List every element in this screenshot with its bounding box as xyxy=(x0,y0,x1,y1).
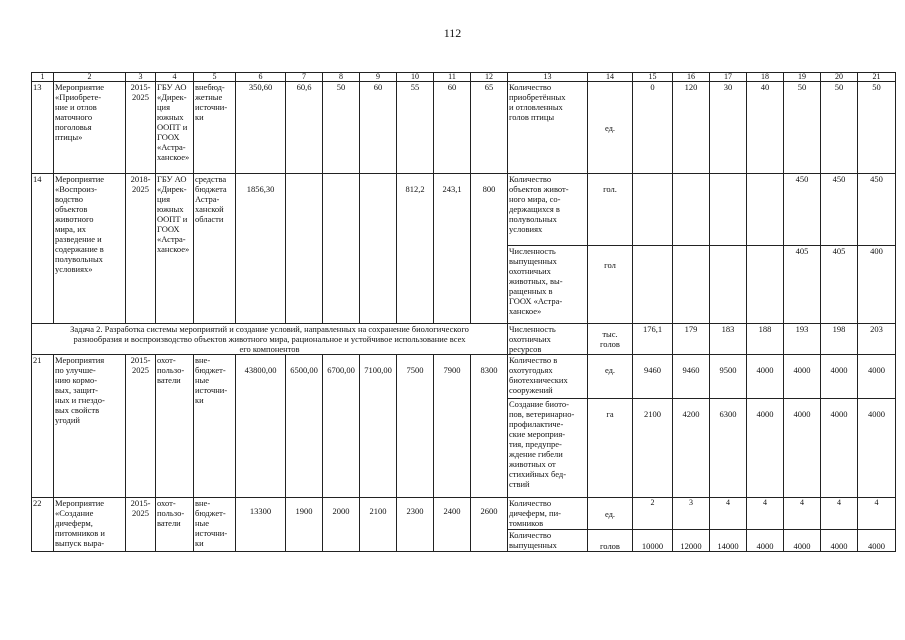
column-header: 19 xyxy=(784,73,821,82)
measure-name: Мероприятия по улучше- нию кормо- вых, защит- ных и гнездо- вых свойств угодий xyxy=(54,355,126,498)
program-table xyxy=(31,72,896,552)
measure-name: Мероприятие «Приобрете- ние и отлов маточного поголовья птицы» xyxy=(54,82,126,174)
indicator-value: 4000 xyxy=(858,530,896,552)
indicator-value: 4000 xyxy=(821,530,858,552)
indicator-name: Количество в охотугодьях биотехнических сооружений xyxy=(508,355,588,399)
indicator-value: 193 xyxy=(784,324,821,355)
indicator-value xyxy=(673,174,710,246)
indicator-value: 50 xyxy=(821,82,858,174)
column-header: 20 xyxy=(821,73,858,82)
indicator-value: 40 xyxy=(747,82,784,174)
indicator-value: 4 xyxy=(858,498,896,530)
executor: ГБУ АО «Дирек- ция южных ООПТ и ГООХ «Астра- ханское» xyxy=(156,174,194,324)
indicator-unit: тыс. голов xyxy=(588,324,633,355)
table-row xyxy=(32,498,896,530)
indicator-value xyxy=(673,246,710,324)
indicator-unit: ед. xyxy=(588,498,633,530)
column-header: 2 xyxy=(54,73,126,82)
indicator-value xyxy=(633,246,673,324)
indicator-value: 203 xyxy=(858,324,896,355)
indicator-value: 14000 xyxy=(710,530,747,552)
task-heading: Задача 2. Разработка системы мероприятий и создание условий, направленных на сохранение биологического разнообразия и воспроизводство объектов животного мира, рациональное и устойчивое использование всех его компонентов xyxy=(32,324,508,355)
row-number: 14 xyxy=(32,174,54,324)
table-row xyxy=(32,324,896,355)
years: 2018- 2025 xyxy=(126,174,156,324)
funding-source: вне- бюджет- ные источни- ки xyxy=(194,498,236,552)
funding-value: 6500,00 xyxy=(286,355,323,498)
row-number: 22 xyxy=(32,498,54,552)
row-number: 21 xyxy=(32,355,54,498)
column-header: 12 xyxy=(471,73,508,82)
column-header: 14 xyxy=(588,73,633,82)
indicator-value: 4000 xyxy=(784,399,821,498)
funding-value: 243,1 xyxy=(434,174,471,324)
funding-value xyxy=(323,174,360,324)
row-number: 13 xyxy=(32,82,54,174)
indicator-name: Количество выпущенных xyxy=(508,530,588,552)
indicator-value: 176,1 xyxy=(633,324,673,355)
indicator-value: 6300 xyxy=(710,399,747,498)
funding-value xyxy=(360,174,397,324)
indicator-value: 4000 xyxy=(747,355,784,399)
indicator-value: 2100 xyxy=(633,399,673,498)
funding-value: 60,6 xyxy=(286,82,323,174)
indicator-unit: гол xyxy=(588,246,633,324)
indicator-value: 10000 xyxy=(633,530,673,552)
header-row xyxy=(32,73,896,82)
table-row xyxy=(32,82,896,174)
column-header: 4 xyxy=(156,73,194,82)
funding-source: вне- бюджет- ные источни- ки xyxy=(194,355,236,498)
funding-value: 2100 xyxy=(360,498,397,552)
column-header: 13 xyxy=(508,73,588,82)
indicator-value: 4000 xyxy=(821,355,858,399)
indicator-value: 183 xyxy=(710,324,747,355)
indicator-value: 188 xyxy=(747,324,784,355)
funding-value: 812,2 xyxy=(397,174,434,324)
indicator-name: Количество объектов живот- ного мира, со- держащихся в полувольных условиях xyxy=(508,174,588,246)
indicator-unit: ед. xyxy=(588,82,633,174)
funding-value: 7500 xyxy=(397,355,434,498)
funding-value: 55 xyxy=(397,82,434,174)
indicator-unit: гол. xyxy=(588,174,633,246)
page-number: 112 xyxy=(443,26,462,40)
column-header: 18 xyxy=(747,73,784,82)
funding-value: 13300 xyxy=(236,498,286,552)
indicator-name: Количество дичеферм, пи- томников xyxy=(508,498,588,530)
funding-value: 8300 xyxy=(471,355,508,498)
funding-value: 1856,30 xyxy=(236,174,286,324)
indicator-value: 4200 xyxy=(673,399,710,498)
indicator-value: 4 xyxy=(747,498,784,530)
indicator-value: 4000 xyxy=(747,530,784,552)
column-header: 10 xyxy=(397,73,434,82)
measure-name: Мероприятие «Создание дичеферм, питомников и выпуск выра- xyxy=(54,498,126,552)
indicator-value: 2 xyxy=(633,498,673,530)
column-header: 5 xyxy=(194,73,236,82)
indicator-value: 450 xyxy=(784,174,821,246)
indicator-name: Численность выпущенных охотничьих животных, вы- ращенных в ГООХ «Астра- ханское» xyxy=(508,246,588,324)
column-header: 11 xyxy=(434,73,471,82)
indicator-value: 450 xyxy=(858,174,896,246)
funding-value: 2600 xyxy=(471,498,508,552)
funding-value: 7100,00 xyxy=(360,355,397,498)
indicator-value: 50 xyxy=(858,82,896,174)
indicator-value: 4000 xyxy=(858,399,896,498)
measure-name: Мероприятие «Воспроиз- водство объектов животного мира, их разведение и содержание в полувольных условиях» xyxy=(54,174,126,324)
indicator-value: 4 xyxy=(710,498,747,530)
indicator-value: 4 xyxy=(784,498,821,530)
executor: ГБУ АО «Дирек- ция южных ООПТ и ГООХ «Астра- ханское» xyxy=(156,82,194,174)
indicator-name: Численность охотничьих ресурсов xyxy=(508,324,588,355)
indicator-value xyxy=(633,174,673,246)
column-header: 1 xyxy=(32,73,54,82)
column-header: 16 xyxy=(673,73,710,82)
column-header: 21 xyxy=(858,73,896,82)
funding-value: 50 xyxy=(323,82,360,174)
indicator-value: 9500 xyxy=(710,355,747,399)
funding-value: 350,60 xyxy=(236,82,286,174)
indicator-value xyxy=(710,174,747,246)
funding-value: 2400 xyxy=(434,498,471,552)
funding-value: 43800,00 xyxy=(236,355,286,498)
indicator-value xyxy=(747,246,784,324)
indicator-value: 3 xyxy=(673,498,710,530)
indicator-value: 9460 xyxy=(673,355,710,399)
indicator-value: 4000 xyxy=(784,530,821,552)
table-row xyxy=(32,355,896,399)
funding-value: 7900 xyxy=(434,355,471,498)
indicator-value: 9460 xyxy=(633,355,673,399)
funding-source: средства бюджета Астра- ханской области xyxy=(194,174,236,324)
funding-value: 6700,00 xyxy=(323,355,360,498)
indicator-value: 30 xyxy=(710,82,747,174)
funding-value: 65 xyxy=(471,82,508,174)
funding-value: 1900 xyxy=(286,498,323,552)
indicator-value: 4000 xyxy=(858,355,896,399)
funding-value: 2300 xyxy=(397,498,434,552)
column-header: 8 xyxy=(323,73,360,82)
indicator-unit: га xyxy=(588,399,633,498)
indicator-name: Создание биото- пов, ветеринарно- профилактиче- ские мероприя- тия, предупре- ждение гибели животных от стихийных бед- ствий xyxy=(508,399,588,498)
indicator-value: 405 xyxy=(784,246,821,324)
indicator-value: 4000 xyxy=(821,399,858,498)
years: 2015- 2025 xyxy=(126,82,156,174)
funding-value: 800 xyxy=(471,174,508,324)
indicator-unit: ед. xyxy=(588,355,633,399)
table-row xyxy=(32,174,896,246)
funding-value xyxy=(286,174,323,324)
years: 2015- 2025 xyxy=(126,355,156,498)
indicator-name: Количество приобретённых и отловленных голов птицы xyxy=(508,82,588,174)
indicator-value: 4 xyxy=(821,498,858,530)
column-header: 15 xyxy=(633,73,673,82)
indicator-value: 12000 xyxy=(673,530,710,552)
indicator-value: 400 xyxy=(858,246,896,324)
indicator-value: 50 xyxy=(784,82,821,174)
executor: охот- пользо- ватели xyxy=(156,498,194,552)
indicator-value: 4000 xyxy=(747,399,784,498)
column-header: 7 xyxy=(286,73,323,82)
funding-source: внебюд- жетные источни- ки xyxy=(194,82,236,174)
indicator-value: 179 xyxy=(673,324,710,355)
column-header: 17 xyxy=(710,73,747,82)
indicator-value: 4000 xyxy=(784,355,821,399)
indicator-unit: голов xyxy=(588,530,633,552)
funding-value: 2000 xyxy=(323,498,360,552)
indicator-value xyxy=(710,246,747,324)
funding-value: 60 xyxy=(434,82,471,174)
indicator-value: 120 xyxy=(673,82,710,174)
indicator-value: 0 xyxy=(633,82,673,174)
column-header: 9 xyxy=(360,73,397,82)
funding-value: 60 xyxy=(360,82,397,174)
indicator-value: 450 xyxy=(821,174,858,246)
years: 2015- 2025 xyxy=(126,498,156,552)
indicator-value: 405 xyxy=(821,246,858,324)
indicator-value xyxy=(747,174,784,246)
column-header: 6 xyxy=(236,73,286,82)
executor: охот- пользо- ватели xyxy=(156,355,194,498)
indicator-value: 198 xyxy=(821,324,858,355)
column-header: 3 xyxy=(126,73,156,82)
